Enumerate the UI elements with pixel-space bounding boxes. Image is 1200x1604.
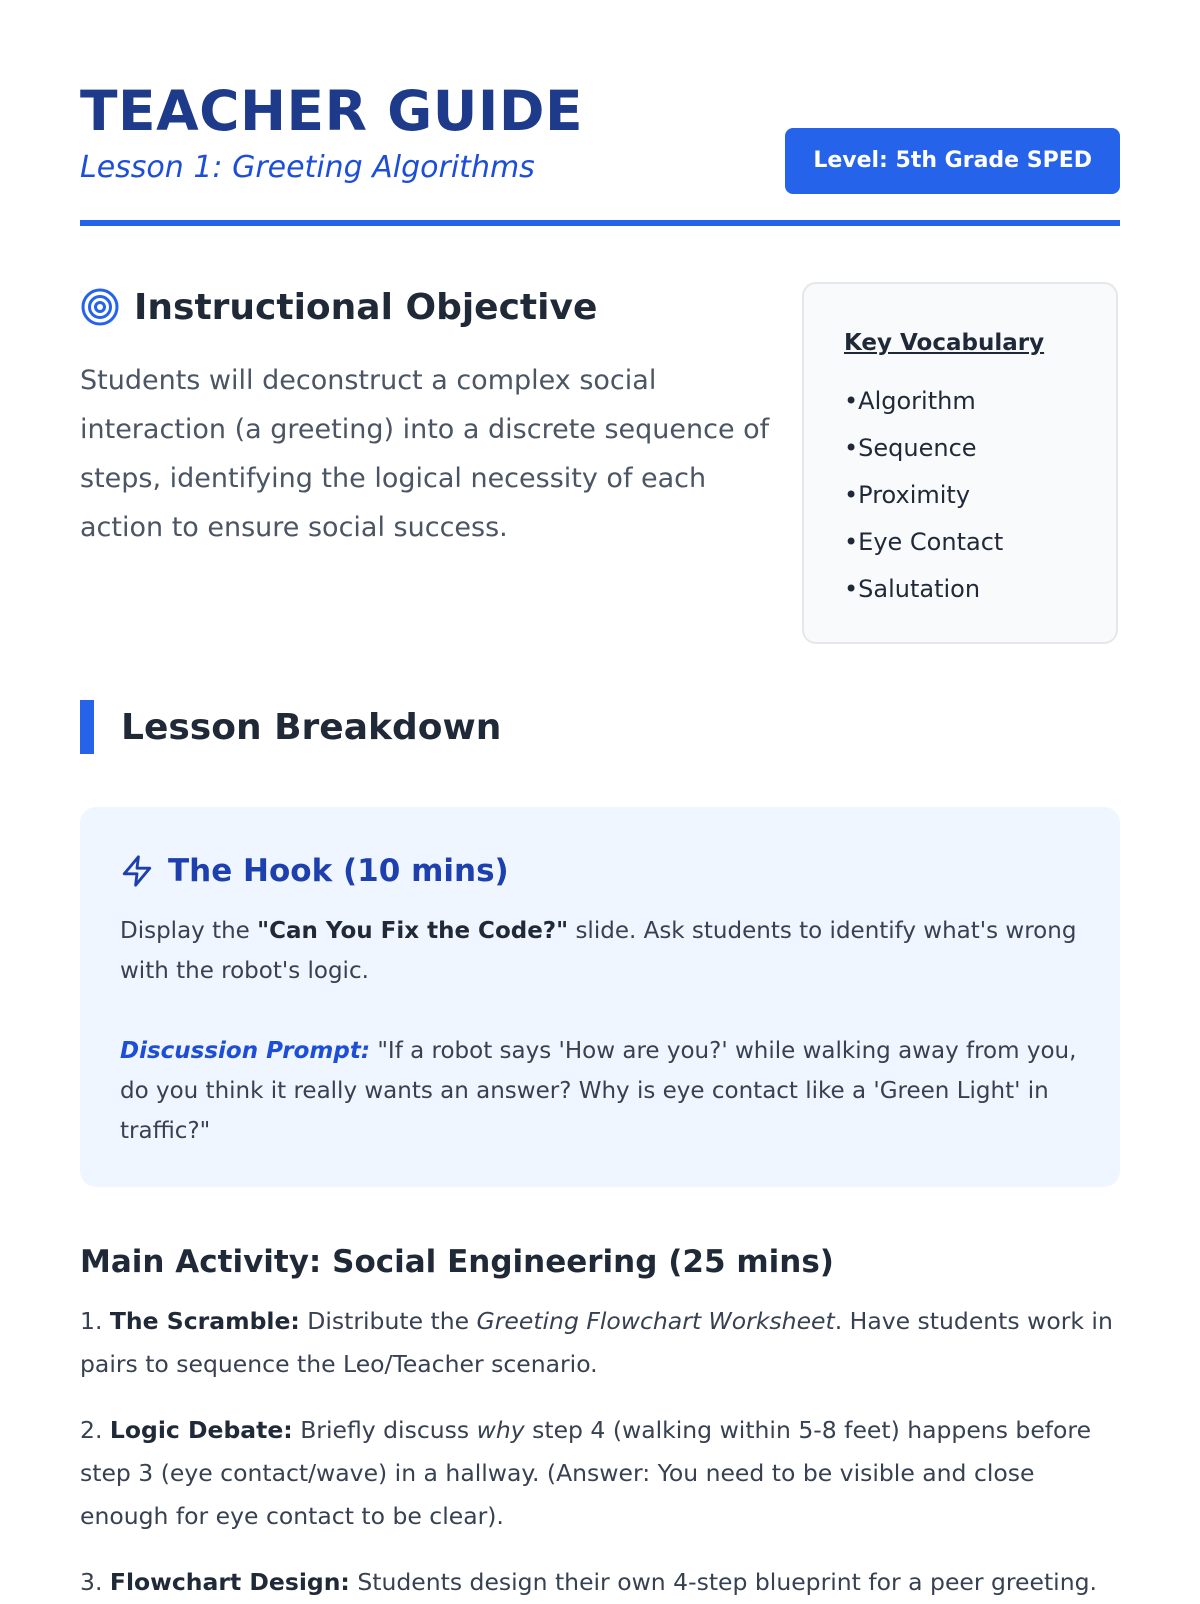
objective-heading (80, 282, 770, 332)
step-text: Briefly discuss (292, 1416, 477, 1444)
step-text-after: . Have students work in pairs to sequence the Leo/Teacher scenario. (80, 1307, 1113, 1378)
objective-text: Students will deconstruct a complex social interaction (a greeting) into a discrete sequence of steps, identifying the logical necessity of each action to ensure social success. (80, 365, 770, 543)
discussion-prompt-text: "If a robot says 'How are you?' while walking away from you, do you think it really wants an answer? Why is eye contact like a 'Green Light' in traffic?" (120, 1038, 1077, 1144)
step-label: The Scramble: (109, 1307, 300, 1335)
step-label: Logic Debate: (109, 1416, 293, 1444)
header (80, 78, 1120, 226)
breakdown-title: Lesson Breakdown (121, 706, 502, 748)
main-activity-section (80, 1240, 1130, 1604)
step-emphasis: Greeting Flowchart Worksheet (476, 1307, 835, 1335)
step-text: Distribute the (299, 1307, 477, 1335)
step-emphasis: why (476, 1416, 525, 1444)
hook-instructions (120, 911, 1080, 991)
hook-text-before: Display the (120, 918, 258, 944)
lightning-bolt-icon (120, 853, 154, 889)
hook-text-after: slide. Ask students to identify what's wrong with the robot's logic. (120, 918, 1077, 984)
activity-step (80, 1561, 1130, 1604)
vocabulary-item: • Sequence (844, 425, 1076, 472)
level-badge: Level: 5th Grade SPED (785, 128, 1120, 194)
vocabulary-item: • Proximity (844, 472, 1076, 519)
vocabulary-item: • Salutation (844, 566, 1076, 613)
lesson-breakdown-heading (80, 700, 501, 754)
target-icon (80, 287, 120, 327)
step-text-after: step 4 (walking within 5-8 feet) happens before step 3 (eye contact/wave) in a hallway. (Answer: You need to be visible and close enough for eye contact to be clear). (80, 1416, 1092, 1530)
lesson-subtitle: Lesson 1: Greeting Algorithms (80, 150, 535, 185)
page-title: TEACHER GUIDE (80, 79, 584, 143)
vocabulary-item: • Algorithm (844, 378, 1076, 425)
discussion-prompt (120, 1031, 1080, 1151)
main-activity-title: Main Activity: Social Engineering (25 mins) (80, 1244, 834, 1280)
activity-step (80, 1409, 1130, 1538)
objective-title: Instructional Objective (134, 286, 598, 328)
step-number: 2. (80, 1416, 110, 1444)
header-divider (80, 220, 1120, 226)
vocabulary-card (802, 282, 1118, 644)
hook-title: The Hook (10 mins) (168, 853, 509, 889)
step-text: Students design their own 4-step blueprint for a peer greeting. (349, 1568, 1097, 1596)
vocabulary-title: Key Vocabulary (844, 330, 1045, 356)
hook-card (80, 807, 1120, 1187)
slide-name: "Can You Fix the Code?" (257, 918, 569, 944)
objective-section (80, 282, 770, 552)
step-number: 1. (80, 1307, 110, 1335)
discussion-prompt-label: Discussion Prompt: (120, 1038, 371, 1064)
vocabulary-item: • Eye Contact (844, 519, 1076, 566)
activity-step (80, 1300, 1130, 1386)
hook-heading (120, 849, 1080, 893)
section-accent-bar (80, 700, 94, 754)
step-label: Flowchart Design: (109, 1568, 350, 1596)
step-number: 3. (80, 1568, 110, 1596)
vocabulary-list (844, 378, 1076, 613)
